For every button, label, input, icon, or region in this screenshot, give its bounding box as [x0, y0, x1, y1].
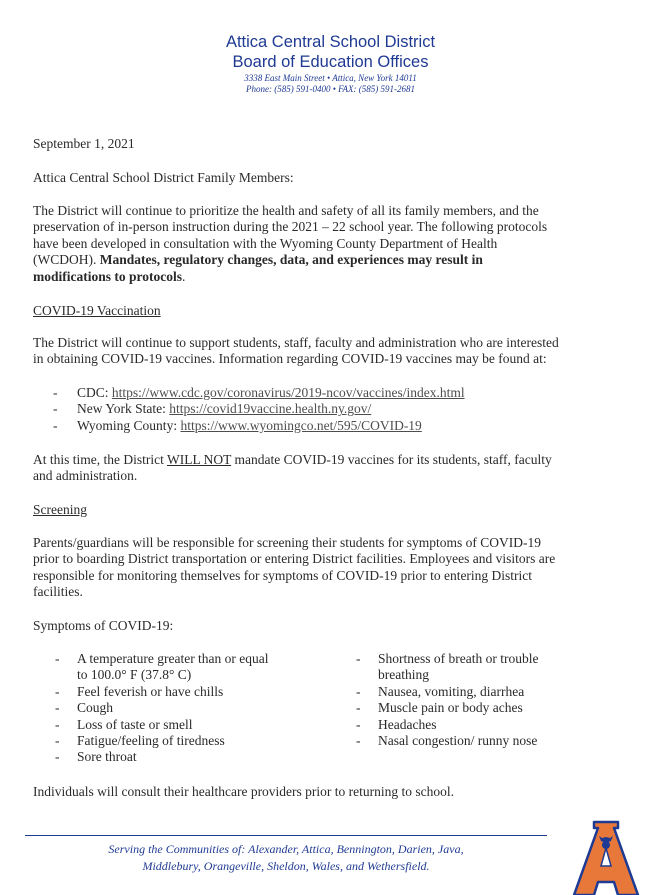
intro-line	[33, 269, 593, 285]
bullet-dash: -	[55, 683, 60, 699]
vaccination-line: in obtaining COVID-19 vaccines. Information regarding COVID-19 vaccines may be found at:	[33, 351, 547, 367]
symptom-text: breathing	[378, 667, 429, 683]
intro-bold-text: Mandates, regulatory changes, data, and experiences may result in	[99, 252, 483, 268]
intro-text: .	[182, 268, 186, 284]
footer-line: Serving the Communities of: Alexander, Attica, Bennington, Darien, Java,	[108, 842, 464, 856]
symptom-text: A temperature greater than or equal	[77, 651, 269, 666]
list-item	[53, 418, 465, 434]
address: 3338 East Main Street • Attica, New York 14011	[244, 73, 417, 83]
symptom-text: Nasal congestion/ runny nose	[378, 733, 538, 749]
list-item	[356, 700, 538, 716]
mandate-paragraph	[33, 452, 593, 485]
attica-a-logo-icon	[570, 820, 642, 895]
list-item	[356, 733, 538, 749]
list-item	[55, 684, 269, 700]
intro-line: have been developed in consultation with the Wyoming County Department of Health	[33, 235, 498, 251]
bullet-dash: -	[55, 651, 60, 666]
mandate-line	[33, 452, 593, 468]
footer-communities	[25, 841, 547, 874]
link-label: Wyoming County:	[77, 417, 181, 433]
screening-line: prior to boarding District transportation or entering District facilities. Employees and visitors are	[33, 551, 556, 567]
list-item	[55, 717, 269, 733]
bullet-dash: -	[55, 749, 60, 765]
list-item	[55, 733, 269, 749]
bullet-dash: -	[55, 700, 60, 716]
screening-line: responsible for monitoring themselves for symptoms of COVID-19 prior to entering District	[33, 567, 533, 583]
intro-bold-text: modifications to protocols	[33, 268, 182, 284]
wyoming-county-link[interactable]: https://www.wyomingco.net/595/COVID-19	[180, 417, 422, 433]
symptom-text: Feel feverish or have chills	[77, 683, 224, 699]
list-item	[53, 401, 465, 417]
symptom-text: Shortness of breath or trouble	[378, 651, 539, 666]
footer-line: Middlebury, Orangeville, Sheldon, Wales, and Wethersfield.	[142, 858, 430, 873]
symptoms-right-list	[356, 651, 538, 749]
list-item	[356, 717, 538, 733]
bullet-dash: -	[356, 651, 361, 666]
bullet-dash: -	[356, 683, 361, 699]
bullet-dash: -	[55, 733, 60, 749]
bullet-dash: -	[356, 733, 361, 749]
vaccination-heading: COVID-19 Vaccination	[33, 303, 161, 318]
screening-paragraph	[33, 535, 593, 601]
list-item	[55, 749, 269, 765]
mandate-text: mandate COVID-19 vaccines for its students, staff, faculty	[231, 452, 552, 467]
list-item	[55, 651, 269, 684]
salutation: Attica Central School District Family Members:	[33, 170, 294, 185]
vaccine-links-list	[53, 385, 465, 434]
office-name: Board of Education Offices	[232, 53, 429, 71]
cdc-link[interactable]: https://www.cdc.gov/coronavirus/2019-ncov/vaccines/index.html	[111, 385, 465, 400]
intro-line: preservation of in-person instruction during the 2021 – 22 school year. The following protocols	[33, 219, 548, 235]
symptom-text: Muscle pain or body aches	[378, 700, 523, 716]
nys-link[interactable]: https://covid19vaccine.health.ny.gov/	[169, 401, 372, 417]
bullet-dash: -	[356, 716, 361, 732]
list-item	[55, 700, 269, 716]
screening-line: facilities.	[33, 584, 83, 600]
mandate-text: At this time, the District	[33, 452, 167, 467]
screening-line: Parents/guardians will be responsible for screening their students for symptoms of COVID-19	[33, 535, 542, 550]
intro-line: The District will continue to prioritize the health and safety of all its family members, and the	[33, 203, 539, 218]
bullet-dash: -	[55, 716, 60, 732]
screening-heading: Screening	[33, 502, 87, 517]
symptoms-left-list	[55, 651, 269, 766]
symptom-text: Fatigue/feeling of tiredness	[77, 733, 225, 749]
list-item	[356, 651, 538, 684]
bullet-dash: -	[53, 401, 58, 417]
bullet-dash: -	[356, 700, 361, 716]
footer-divider	[25, 835, 547, 836]
letter-date: September 1, 2021	[33, 136, 135, 151]
district-name: Attica Central School District	[225, 33, 436, 51]
symptom-text: Nausea, vomiting, diarrhea	[378, 683, 525, 699]
bullet-dash: -	[53, 417, 58, 433]
vaccination-paragraph	[33, 335, 593, 368]
symptom-text: Loss of taste or smell	[77, 716, 193, 732]
intro-paragraph	[33, 203, 593, 285]
mandate-line: and administration.	[33, 468, 138, 484]
symptom-text: to 100.0° F (37.8° C)	[77, 667, 192, 683]
closing-statement: Individuals will consult their healthcare providers prior to returning to school.	[33, 784, 455, 799]
intro-line	[33, 252, 593, 268]
symptom-text: Headaches	[378, 716, 437, 732]
vaccination-line: The District will continue to support students, staff, faculty and administration who are interested	[33, 335, 559, 350]
symptom-text: Cough	[77, 700, 114, 716]
link-label: New York State:	[77, 401, 170, 417]
intro-text: (WCDOH).	[33, 252, 100, 268]
letterhead	[0, 32, 661, 95]
mandate-emphasis: WILL NOT	[167, 452, 232, 467]
symptoms-heading: Symptoms of COVID-19:	[33, 618, 174, 633]
list-item	[53, 385, 465, 401]
contact-info: Phone: (585) 591-0400 • FAX: (585) 591-2681	[246, 84, 415, 94]
link-label: CDC:	[77, 385, 112, 400]
symptom-text: Sore throat	[77, 749, 137, 765]
list-item	[356, 684, 538, 700]
bullet-dash: -	[53, 385, 58, 400]
